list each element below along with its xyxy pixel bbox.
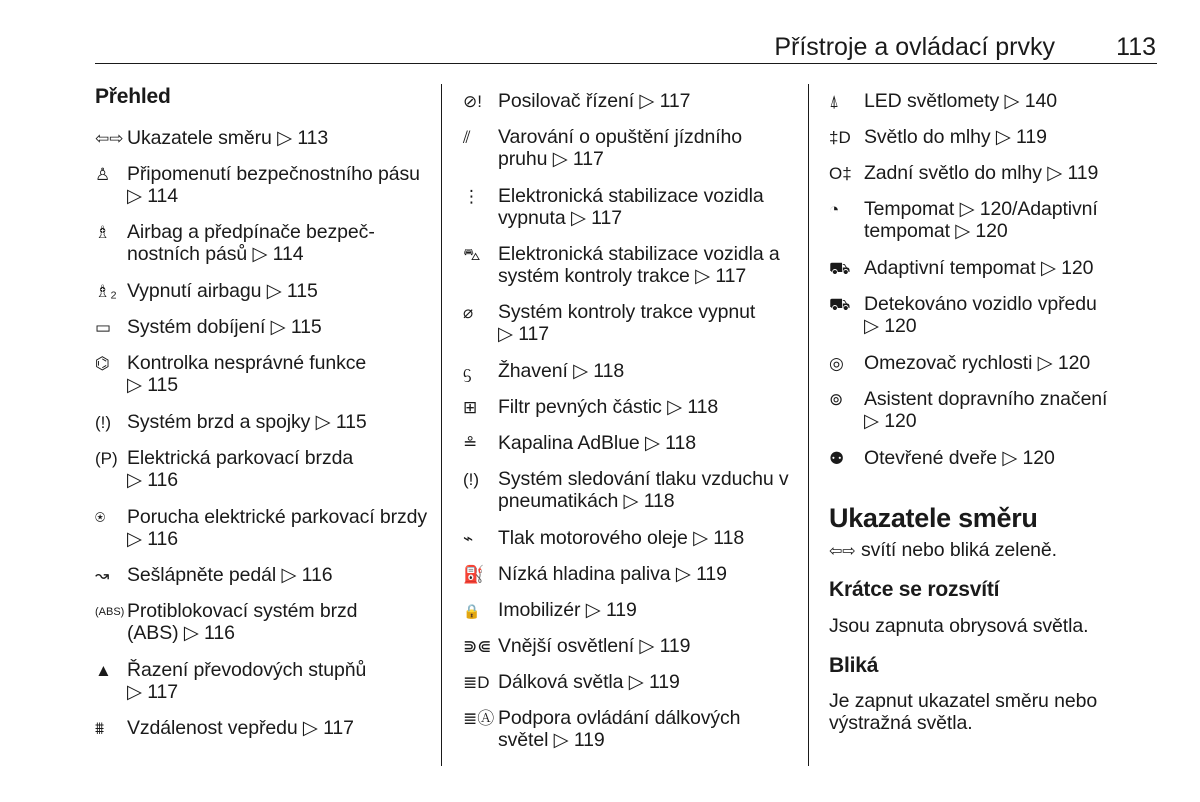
page-reference[interactable]: ▷ 120 xyxy=(1040,257,1094,279)
list-item xyxy=(463,635,798,658)
entry-text xyxy=(498,301,771,345)
page-reference[interactable]: ▷ 119 xyxy=(1047,162,1099,184)
airbag-off-icon: ♗₂ xyxy=(95,282,117,301)
page-reference[interactable]: ▷ 120 xyxy=(1037,352,1091,374)
stability-traction-icon: ⛍ xyxy=(463,245,481,264)
entry-text xyxy=(864,162,1098,184)
list-item xyxy=(463,90,798,113)
list-item xyxy=(95,221,395,265)
entry-label: Protiblokovací systém brzd (ABS) xyxy=(127,600,358,644)
section-heading-ukazatele-smeru: Ukazatele směru xyxy=(829,503,1038,533)
entry-text xyxy=(498,126,763,170)
fuel-icon: ⛽ xyxy=(463,565,485,584)
battery-icon: ▭ xyxy=(95,318,112,337)
page-reference[interactable]: ▷ 140 xyxy=(1004,90,1057,112)
turn-signal-icon: ⇦⇨ xyxy=(829,543,856,560)
list-item xyxy=(463,126,763,170)
page-reference[interactable]: ▷ 115 xyxy=(127,374,179,396)
paragraph-blika: Je zapnut ukazatel směru nebo výstražná světla. xyxy=(829,690,1098,734)
page-reference[interactable]: ▷ 119 xyxy=(639,635,691,657)
column-divider-1 xyxy=(441,84,442,766)
entry-text xyxy=(864,198,1129,242)
entry-label: Kontrolka nesprávné funkce xyxy=(127,352,367,374)
entry-label: Zadní světlo do mlhy xyxy=(864,162,1042,184)
subheading-kratce-se-rozsviti: Krátce se rozsvítí xyxy=(829,578,1000,601)
entry-label: Elektrická parkovací brzda xyxy=(127,447,354,469)
entry-text xyxy=(127,659,395,703)
list-item xyxy=(95,564,430,587)
entry-label: Porucha elektrické parkovací brzdy xyxy=(127,506,428,528)
entry-label: Tempomat xyxy=(864,198,955,220)
parking-brake-icon: (P) xyxy=(95,449,118,468)
high-beam-icon: ≣D xyxy=(463,673,490,692)
page-reference[interactable]: ▷ 120 xyxy=(864,410,917,432)
header-rule xyxy=(95,63,1157,64)
entry-text xyxy=(864,126,1047,148)
entry-text xyxy=(498,671,680,693)
entry-label: Ukazatele směru xyxy=(127,127,272,149)
page-reference[interactable]: ▷ 120/Adaptivní tempomat ▷ 120 xyxy=(864,198,1098,242)
adaptive-cruise-icon: ⛟ xyxy=(829,259,851,278)
entry-text xyxy=(864,352,1090,374)
page-reference[interactable]: ▷ 120 xyxy=(1002,447,1055,469)
entry-label: Filtr pevných částic xyxy=(498,396,662,418)
entry-label: Systém kontroly trakce vypnut xyxy=(498,301,756,323)
entry-text xyxy=(127,506,430,550)
list-item xyxy=(829,388,1129,432)
entry-text xyxy=(864,388,1129,432)
engine-icon: ⌬ xyxy=(95,354,110,373)
entry-text xyxy=(498,243,793,287)
entry-text xyxy=(127,316,322,338)
entry-label: Posilovač řízení xyxy=(498,90,635,112)
page-reference[interactable]: ▷ 115 xyxy=(270,316,322,338)
high-beam-assist-icon: ≣Ⓐ xyxy=(463,709,495,728)
list-item xyxy=(829,90,1159,113)
page-reference[interactable]: ▷ 119 xyxy=(628,671,680,693)
entry-label: Připomenutí bezpečnostního pásu xyxy=(127,163,420,185)
entry-label: Sešlápněte pedál xyxy=(127,564,277,586)
cruise-control-icon: ◔ xyxy=(829,200,840,219)
entry-label: Asistent dopravního značení xyxy=(864,388,1108,410)
entry-text xyxy=(498,396,718,418)
entry-label: Světlo do mlhy xyxy=(864,126,991,148)
immobilizer-icon: 🔒 xyxy=(463,603,481,619)
page-reference[interactable]: ▷ 116 xyxy=(183,622,235,644)
entry-text xyxy=(498,707,763,751)
entry-label: Kapalina AdBlue xyxy=(498,432,640,454)
column-divider-2 xyxy=(808,84,809,766)
entry-text xyxy=(864,447,1055,469)
page-reference[interactable]: ▷ 119 xyxy=(553,729,605,751)
page-reference[interactable]: ▷ 116 xyxy=(127,469,179,491)
paragraph-kratce: Jsou zapnuta obrysová světla. xyxy=(829,615,1089,637)
parking-brake-fault-icon: ⍟ xyxy=(95,508,106,527)
tire-pressure-icon: (!) xyxy=(463,470,480,489)
list-item xyxy=(95,352,395,396)
entry-label: Systém brzd a spojky xyxy=(127,411,311,433)
page-reference[interactable]: ▷ 115 xyxy=(266,280,318,302)
entry-label: Podpora ovládání dálkových světel xyxy=(498,707,741,751)
list-item xyxy=(829,126,1159,149)
entry-label: Vnější osvětlení xyxy=(498,635,635,657)
seatbelt-icon: ♙ xyxy=(95,165,111,184)
rear-fog-light-icon: O‡ xyxy=(829,164,852,183)
page-reference[interactable]: ▷ 118 xyxy=(667,396,719,418)
page-header-title: Přístroje a ovládací prvky xyxy=(774,33,1055,61)
stability-off-icon: ⋮ xyxy=(463,187,480,206)
list-item xyxy=(463,185,793,229)
page-reference[interactable]: ▷ 117 xyxy=(570,207,622,229)
door-open-icon: ⚉ xyxy=(829,449,845,468)
page-reference[interactable]: ▷ 116 xyxy=(281,564,333,586)
entry-text xyxy=(127,127,328,149)
entry-text xyxy=(498,360,624,382)
list-item xyxy=(463,468,798,512)
lane-departure-icon: ⫽ xyxy=(463,128,471,147)
list-item xyxy=(829,447,1159,470)
brake-warning-icon: (!) xyxy=(95,413,112,432)
exterior-light-icon: ⋑⋐ xyxy=(463,637,492,656)
entry-text xyxy=(498,432,696,454)
page-reference[interactable]: ▷ 114 xyxy=(127,185,179,207)
list-item xyxy=(463,707,763,751)
entry-label: Řazení převodových stupňů xyxy=(127,659,367,681)
entry-label: Nízká hladina paliva xyxy=(498,563,671,585)
entry-label: Systém sledování tlaku vzduchu v pneumatikách xyxy=(498,468,789,512)
led-headlight-icon: ⍋ xyxy=(829,92,840,111)
traffic-sign-assist-icon: ⊚ xyxy=(829,390,844,409)
section-intro xyxy=(829,539,1159,563)
page-reference[interactable]: ▷ 113 xyxy=(277,127,329,149)
page-reference[interactable]: ▷ 118 xyxy=(623,490,675,512)
speed-limiter-icon: ◎ xyxy=(829,354,844,373)
entry-label: Vypnutí airbagu xyxy=(127,280,262,302)
entry-label: Otevřené dveře xyxy=(864,447,998,469)
page-reference[interactable]: ▷ 117 xyxy=(302,717,354,739)
list-item xyxy=(95,659,395,703)
entry-text xyxy=(864,293,1129,337)
list-item xyxy=(463,360,798,383)
page-reference[interactable]: ▷ 117 xyxy=(498,323,550,345)
particle-filter-icon: ⊞ xyxy=(463,398,478,417)
page-reference[interactable]: ▷ 117 xyxy=(127,681,179,703)
list-item xyxy=(463,432,798,455)
entry-label: Systém dobíjení xyxy=(127,316,266,338)
list-item xyxy=(95,127,430,150)
page-reference[interactable]: ▷ 119 xyxy=(995,126,1047,148)
entry-text xyxy=(498,468,798,512)
pedal-icon: ↝ xyxy=(95,566,110,585)
entry-text xyxy=(127,163,430,207)
entry-text xyxy=(498,563,727,585)
entry-label: Detekováno vozidlo vpředu xyxy=(864,293,1097,315)
entry-text xyxy=(127,717,354,739)
page-reference[interactable]: ▷ 115 xyxy=(315,411,367,433)
list-item xyxy=(463,563,798,586)
list-item xyxy=(463,301,771,345)
oil-pressure-icon: ⌁ xyxy=(463,529,474,548)
entry-label: Elektronická stabilizace vozidla a systém kontroly trakce xyxy=(498,243,780,287)
abs-icon: (ABS) xyxy=(95,606,125,618)
entry-label: LED světlomety xyxy=(864,90,1000,112)
page-reference[interactable]: ▷ 119 xyxy=(585,599,637,621)
page-number: 113 xyxy=(1116,33,1156,61)
list-item xyxy=(95,411,430,434)
vehicle-ahead-icon: ⛟ xyxy=(829,295,851,314)
entry-label: Žhavení xyxy=(498,360,568,382)
page-reference[interactable]: ▷ 118 xyxy=(644,432,696,454)
entry-label: Vzdálenost vepředu xyxy=(127,717,298,739)
list-item xyxy=(463,396,798,419)
entry-label: Omezovač rychlosti xyxy=(864,352,1033,374)
page-reference[interactable]: ▷ 114 xyxy=(252,243,304,265)
page-reference[interactable]: ▷ 120 xyxy=(864,315,917,337)
page-reference[interactable]: ▷ 118 xyxy=(573,360,625,382)
fog-light-icon: ‡D xyxy=(829,128,851,147)
following-distance-icon: ⩩ xyxy=(95,719,105,738)
page-reference[interactable]: ▷ 116 xyxy=(127,528,179,550)
entry-label: Tlak motorového oleje xyxy=(498,527,688,549)
list-item xyxy=(463,599,798,622)
list-item xyxy=(829,162,1159,185)
entry-text xyxy=(498,185,793,229)
page-reference[interactable]: ▷ 119 xyxy=(675,563,727,585)
list-item xyxy=(463,671,798,694)
page-reference[interactable]: ▷ 118 xyxy=(693,527,745,549)
power-steering-icon: ⊘! xyxy=(463,92,482,111)
section-heading-prehled: Přehled xyxy=(95,85,171,108)
entry-label: Elektronická stabilizace vozidla vypnuta xyxy=(498,185,764,229)
list-item xyxy=(829,198,1129,242)
section-intro-text: svítí nebo bliká zeleně. xyxy=(860,539,1057,561)
page-reference[interactable]: ▷ 117 xyxy=(695,265,747,287)
turn-signal-icon: ⇦⇨ xyxy=(95,129,124,148)
entry-text xyxy=(127,411,367,433)
airbag-icon: ♗ xyxy=(95,223,111,242)
list-item xyxy=(829,257,1159,280)
entry-text xyxy=(127,221,395,265)
entry-text xyxy=(127,447,395,491)
list-item xyxy=(95,600,395,644)
page-reference[interactable]: ▷ 117 xyxy=(552,148,604,170)
entry-text xyxy=(127,280,318,302)
entry-text xyxy=(864,90,1057,112)
entry-text xyxy=(498,599,637,621)
entry-text xyxy=(127,352,395,396)
entry-label: Varování o opuštění jízdního pruhu xyxy=(498,126,743,170)
list-item xyxy=(829,352,1159,375)
adblue-icon: ≗ xyxy=(463,434,478,453)
entry-label: Adaptivní tempomat xyxy=(864,257,1036,279)
glow-plug-icon: ᦓ xyxy=(463,362,472,381)
entry-label: Airbag a předpínače bezpečnostních pásů xyxy=(127,221,375,265)
entry-text xyxy=(127,600,395,644)
list-item xyxy=(829,293,1129,337)
list-item xyxy=(95,506,430,550)
entry-text xyxy=(498,527,744,549)
page-reference[interactable]: ▷ 117 xyxy=(639,90,691,112)
traction-off-icon: ⌀ xyxy=(463,303,474,322)
list-item xyxy=(95,447,395,491)
subheading-blika: Bliká xyxy=(829,654,879,677)
list-item xyxy=(95,717,430,740)
entry-text xyxy=(498,90,690,112)
entry-label: Imobilizér xyxy=(498,599,581,621)
entry-text xyxy=(498,635,690,657)
list-item xyxy=(95,163,430,207)
list-item xyxy=(463,243,793,287)
entry-text xyxy=(864,257,1093,279)
list-item xyxy=(463,527,798,550)
list-item xyxy=(95,280,430,303)
entry-text xyxy=(127,564,332,586)
list-item xyxy=(95,316,430,339)
entry-label: Dálková světla xyxy=(498,671,624,693)
gear-shift-icon: ▲ xyxy=(95,661,112,680)
